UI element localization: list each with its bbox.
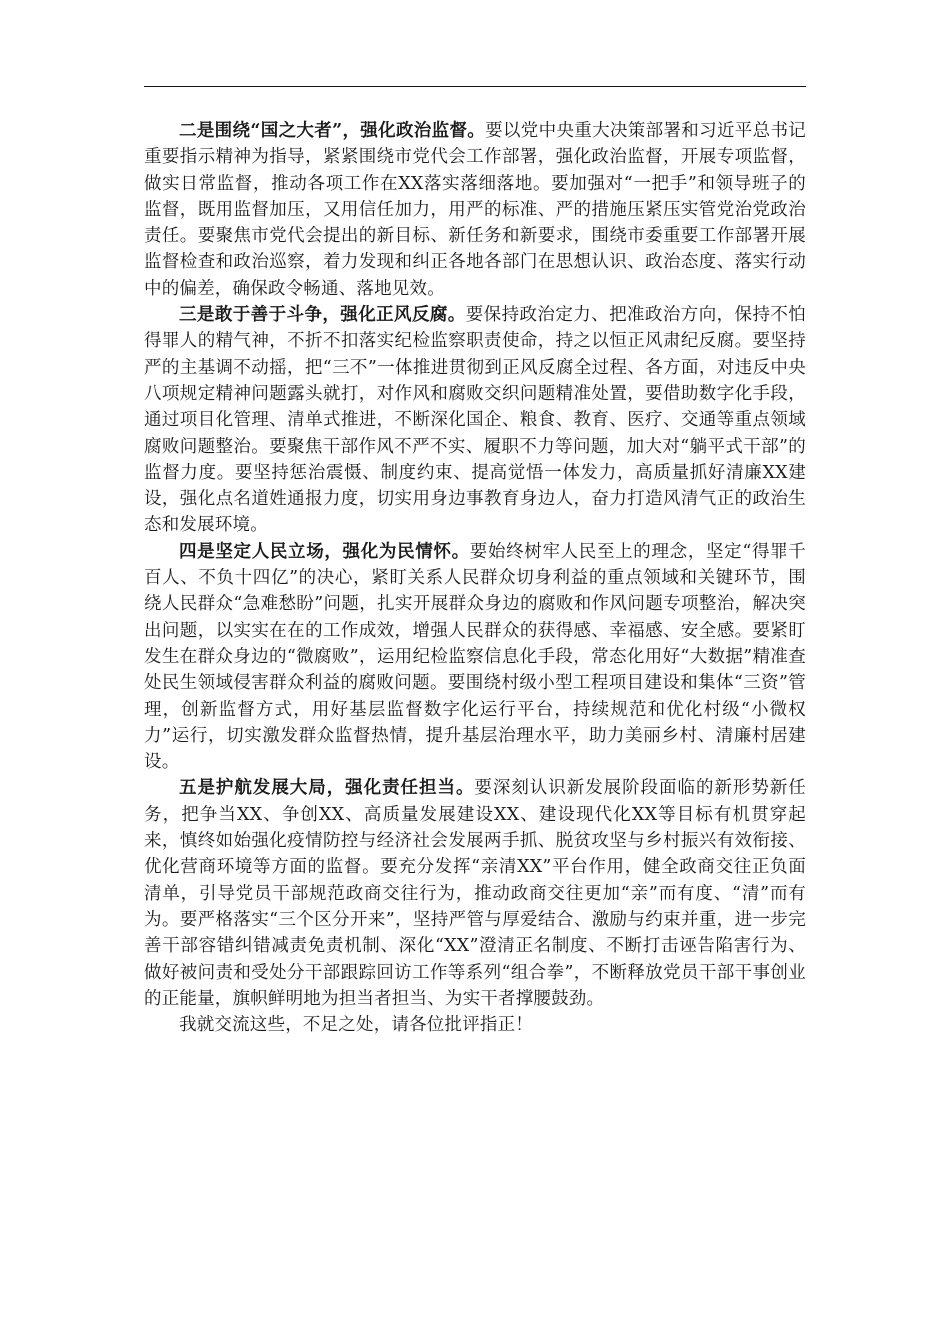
paragraph-political-supervision (144, 118, 806, 302)
paragraph-anti-corruption (144, 302, 806, 539)
paragraph-text: 要始终树牢人民至上的理念，坚定“得罪千百人、不负十四亿”的决心，紧盯关系人民群众切身利益的重点领域和关键环节，围绕人民群众“急难愁盼”问题，扎实开展群众身边的腐败和作风问题专项整治，解决突出问题，以实实在在的工作成效，增强人民群众的获得感、幸福感、安全感。要紧盯发生在群众身边的“微腐败”，运用纪检监察信息化手段，常态化用好“大数据”精准查处民生领域侵害群众利益的腐败问题。要围绕村级小型工程项目建设和集体“三资”管理，创新监督方式，用好基层监督数字化运行平台，持续规范和优化村级“小微权力”运行，切实激发群众监督热情，提升基层治理水平，助力美丽乡村、清廉村居建设。 (144, 541, 806, 773)
document-body (144, 118, 806, 1038)
paragraph-text: 要以党中央重大决策部署和习近平总书记重要指示精神为指导，紧紧围绕市党代会工作部署，强化政治监督，开展专项监督，做实日常监督，推动各项工作在XX落实落细落地。要加强对“一把手”和领导班子的监督，既用监督加压，又用信任加力，用严的标准、严的措施压紧压实管党治党政治责任。要聚焦市党代会提出的新目标、新任务和新要求，围绕市委重要工作部署开展监督检查和政治巡察，着力发现和纠正各地各部门在思想认识、政治态度、落实行动中的偏差，确保政令畅通、落地见效。 (144, 121, 807, 299)
paragraph-development (144, 775, 806, 1012)
paragraph-text: 要保持政治定力、把准政治方向，保持不怕得罪人的精气神，不折不扣落实纪检监察职责使命，持之以恒正风肃纪反腐。要坚持严的主基调不动摇，把“三不”一体推进贯彻到正风反腐全过程、各方面，对违反中央八项规定精神问题露头就打，对作风和腐败交织问题精准处置，要借助数字化手段，通过项目化管理、清单式推进，不断深化国企、粮食、教育、医疗、交通等重点领域腐败问题整治。要聚焦干部作风不严不实、履职不力等问题，加大对“躺平式干部”的监督力度。要坚持惩治震慑、制度约束、提高觉悟一体发力，高质量抓好清廉XX建设，强化点名道姓通报力度，切实用身边事教育身边人，奋力打造风清气正的政治生态和发展环境。 (144, 305, 806, 536)
header-rule (144, 86, 806, 87)
paragraph-text: 要深刻认识新发展阶段面临的新形势新任务，把争当XX、争创XX、高质量发展建设XX、建设现代化XX等目标有机贯穿起来，慎终如始强化疫情防控与经济社会发展两手抓、脱贫攻坚与乡村振兴有效衔接、优化营商环境等方面的监督。要充分发挥“亲清XX”平台作用，健全政商交往正负面清单，引导党员干部规范政商交往行为，推动政商交往更加“亲”而有度、“清”而有为。要严格落实“三个区分开来”，坚持严管与厚爱结合、激励与约束并重，进一步完善干部容错纠错减责免责机制、深化“XX”澄清正名制度、不断打击诬告陷害行为、做好被问责和受处分干部跟踪回访工作等系列“组合拳”，不断释放党员干部干事创业的正能量，旗帜鲜明地为担当者担当、为实干者撑腰鼓劲。 (144, 778, 806, 1009)
paragraph-people-first (144, 539, 806, 776)
paragraph-lead: 二是围绕“国之大者”，强化政治监督。 (179, 121, 486, 141)
paragraph-lead: 五是护航发展大局，强化责任担当。 (179, 778, 475, 799)
paragraph-lead: 三是敢于善于斗争，强化正风反腐。 (179, 305, 466, 326)
closing-remark: 我就交流这些，不足之处，请各位批评指正！ (179, 1015, 533, 1036)
paragraph-lead: 四是坚定人民立场，强化为民情怀。 (179, 541, 470, 562)
